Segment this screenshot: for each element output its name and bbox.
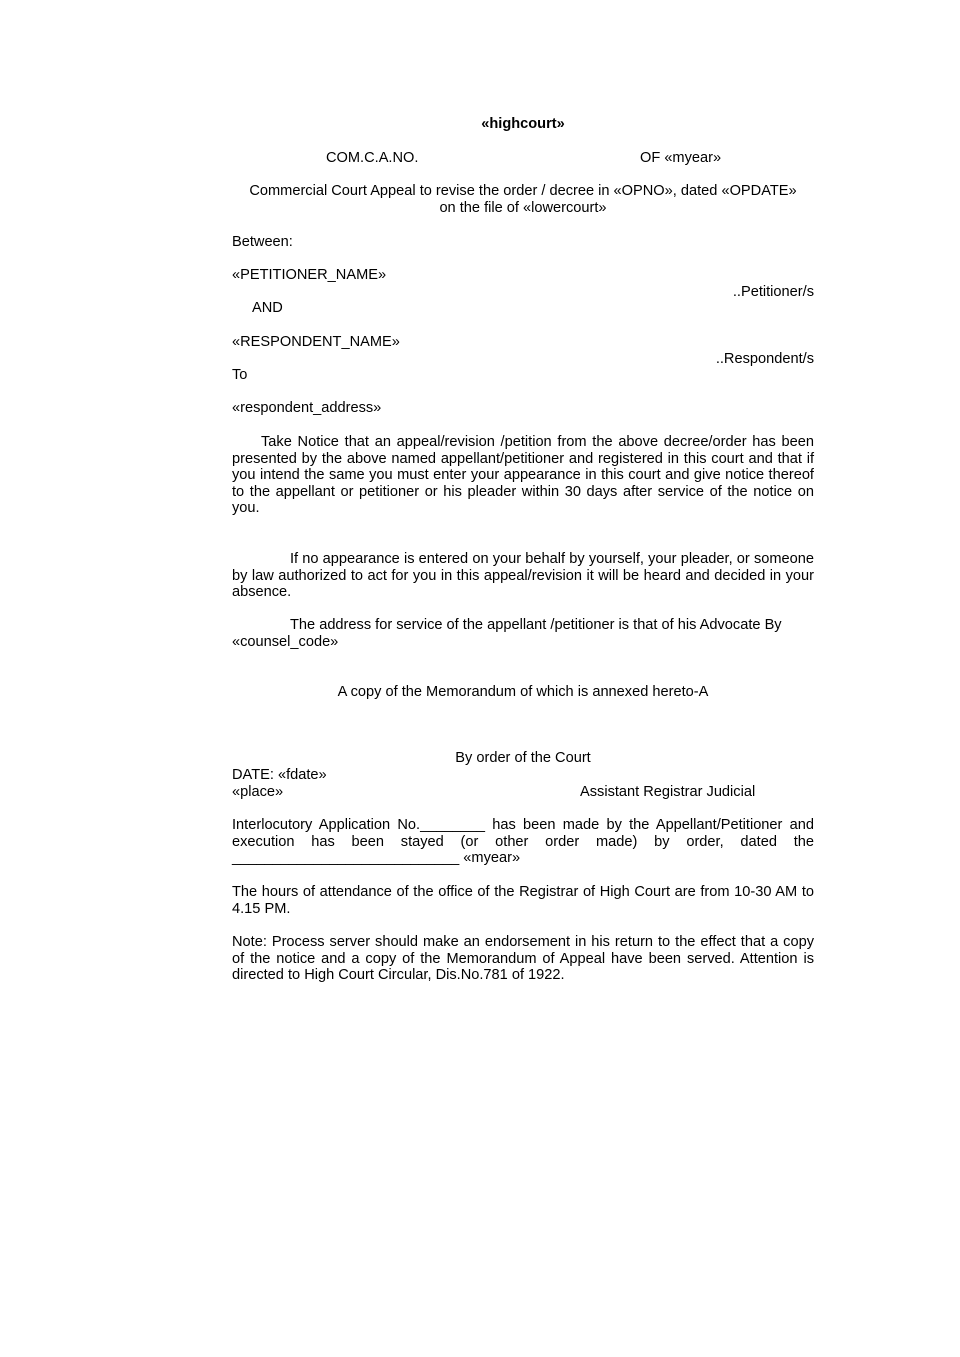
document-page (232, 0, 814, 1357)
place-field: «place» (232, 784, 284, 800)
appearance-paragraph: If no appearance is entered on your behalf by yourself, your pleader, or someone by law authorized to act for you in this appeal/revision it will be heard and decided in your absence. (232, 551, 814, 601)
between-label: Between: (232, 234, 293, 250)
to-label: To (232, 367, 248, 383)
by-order-label: By order of the Court (455, 750, 591, 766)
appeal-line-1: Commercial Court Appeal to revise the order / decree in «OPNO», dated «OPDATE» (249, 183, 797, 199)
notice-paragraph: Take Notice that an appeal/revision /petition from the above decree/order has been presented by the above named appellant/petitioner and registered in this court and that if you intend the same you must enter your appearance in this court and give notice thereof to the appellant or petitioner or his pleader within 30 days after service of the notice on you. (232, 434, 814, 517)
petitioner-name: «PETITIONER_NAME» (232, 267, 387, 283)
petitioner-role: ..Petitioner/s (732, 284, 814, 300)
and-label: AND (252, 300, 283, 316)
date-field: DATE: «fdate» (232, 767, 327, 783)
memorandum-line: A copy of the Memorandum of which is annexed hereto-A (337, 684, 709, 700)
court-title: «highcourt» (481, 116, 565, 132)
respondent-role: ..Respondent/s (715, 351, 814, 367)
appeal-line-2: on the file of «lowercourt» (439, 200, 607, 216)
note-paragraph: Note: Process server should make an endorsement in his return to the effect that a copy of the notice and a copy of the Memorandum of Appeal have been served. Attention is directed to High Court Circular, Dis.No.781 of 1922. (232, 934, 814, 984)
respondent-address: «respondent_address» (232, 400, 382, 416)
case-number: COM.C.A.NO. (326, 150, 419, 166)
case-year: OF «myear» (640, 150, 722, 166)
registrar-title: Assistant Registrar Judicial (580, 784, 756, 800)
address-service-paragraph: The address for service of the appellant /petitioner is that of his Advocate By «counsel_code» (232, 617, 782, 650)
hours-paragraph: The hours of attendance of the office of the Registrar of High Court are from 10-30 AM to 4.15 PM. (232, 884, 814, 917)
interlocutory-paragraph: Interlocutory Application No.________ has been made by the Appellant/Petitioner and execution has been stayed (or other order made) by order, dated the ____________________________ «myear» (232, 817, 814, 867)
respondent-name: «RESPONDENT_NAME» (232, 334, 400, 350)
